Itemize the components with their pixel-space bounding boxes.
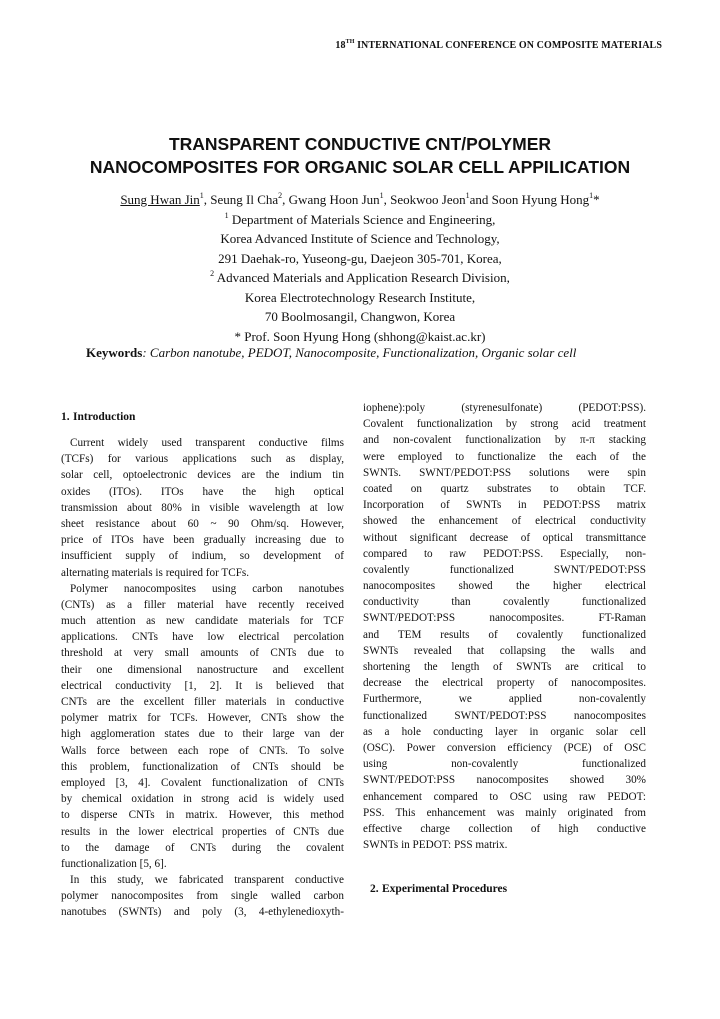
section-number: 2. xyxy=(370,883,379,896)
text-line: compared to raw PEDOT:PSS. Especially, non- xyxy=(363,547,646,560)
text-line: insufficient supply of indium, so development of xyxy=(61,550,344,563)
affiliation-sup: 2 xyxy=(210,269,215,278)
text-line: Furthermore, we applied non-covalently xyxy=(363,693,646,706)
text-line: Covalent functionalization by strong acid treatment xyxy=(363,418,646,431)
text-line: to the damage of CNTs during the covalent xyxy=(61,841,344,854)
header-ordinal: TH xyxy=(345,39,355,45)
text-line: employed [3, 4]. Covalent functionalization of CNTs xyxy=(61,776,344,789)
text-line: alternating materials is required for TCFs. xyxy=(61,566,250,579)
affiliation-text: Department of Materials Science and Engineering, xyxy=(228,211,496,227)
text-line: decrease the electrical property of nanocomposites. xyxy=(363,677,646,690)
text-line: as a hole conducting layer in organic solar cell xyxy=(363,725,646,738)
keywords-text: : Carbon nanotube, PEDOT, Nanocomposite, Functionalization, Organic solar cell xyxy=(142,345,577,360)
text-line: much attention as new candidate materials for TCF xyxy=(61,615,344,628)
text-line: high agglomeration states due to their large van der xyxy=(61,728,344,741)
text-line: price of ITOs have been gradually increasing due to xyxy=(61,534,344,547)
text-line: by chemical oxidation in strong acid is widely used xyxy=(61,793,344,806)
text-line: applications. CNTs have low electrical percolation xyxy=(61,631,344,644)
author-name: , Seokwoo Jeon xyxy=(383,192,466,207)
text-line: electrical conductivity [1, 2]. It is believed that xyxy=(61,679,344,692)
title-line-1: TRANSPARENT CONDUCTIVE CNT/POLYMER xyxy=(168,134,552,154)
affiliation-1-line-2: Korea Advanced Institute of Science and Technology, xyxy=(220,231,500,246)
affiliation-2-line-2: Korea Electrotechnology Research Institute, xyxy=(244,289,476,305)
text-line: and TEM results of covalently functionalized xyxy=(363,628,646,641)
text-line: SWNT/PEDOT:PSS nanocomposites. FT-Raman xyxy=(363,612,646,625)
left-column xyxy=(61,409,344,921)
text-line: their one dimensional nanostructure and excellent xyxy=(61,663,344,676)
section-title: Experimental Procedures xyxy=(382,883,508,896)
author-name: and Soon Hyung Hong xyxy=(469,192,590,207)
text-line: using non-covalently functionalized xyxy=(363,758,646,771)
text-line: functionalization [5, 6]. xyxy=(61,857,167,870)
affiliation-2-line-1 xyxy=(20,268,700,288)
author-line xyxy=(20,190,700,210)
text-line: sheet resistance about 60 ~ 90 Ohm/sq. However, xyxy=(61,517,344,530)
affiliation-1-line-1 xyxy=(20,210,700,230)
section-number: 1. xyxy=(61,411,70,423)
presenting-author: Sung Hwan Jin xyxy=(120,192,200,207)
text-line: polymer nanocomposites from single walled carbon xyxy=(61,890,344,903)
text-line: shortening the length of SWNTs are critical to xyxy=(363,661,646,673)
text-line: SWNTs. SWNT/PEDOT:PSS solutions were spin xyxy=(363,466,646,479)
author-affil-sup: 2 xyxy=(278,191,283,200)
text-line: this problem, functionalization of CNTs should be xyxy=(61,760,344,773)
right-column xyxy=(363,400,646,897)
keywords xyxy=(86,345,700,361)
text-line: (OSC). Power conversion efficiency (PCE) of OSC xyxy=(363,741,646,754)
running-header xyxy=(0,40,662,51)
text-line: were employed to functionalize the each of the xyxy=(363,450,646,463)
text-line: conductivity than covalently functionalized xyxy=(363,596,646,609)
author-affil-sup: 1 xyxy=(199,191,204,200)
text-line: to disperse CNTs in matrix. However, this method xyxy=(61,809,344,822)
author-block xyxy=(20,190,700,346)
author-name: , Gwang Hoon Jun xyxy=(282,192,380,207)
corresponding-mark: * xyxy=(593,192,600,207)
text-line: Walls force between each rope of CNTs. To solve xyxy=(61,744,344,757)
text-line: without significant decrease of optical transmittance xyxy=(363,531,646,544)
author-affil-sup: 1 xyxy=(589,191,594,200)
text-line: PSS. This enhancement was mainly originated from xyxy=(363,806,646,819)
text-line: CNTs are the excellent filler materials in conductive xyxy=(61,696,344,708)
text-line: In this study, we fabricated transparent conductive xyxy=(70,874,344,887)
text-line: SWNT/PEDOT:PSS nanocomposites showed 30% xyxy=(363,774,646,787)
text-line: enhancement compared to OSC using raw PEDOT: xyxy=(363,790,646,803)
text-line: Polymer nanocomposites using carbon nanotubes xyxy=(70,582,344,595)
text-line: transmission about 80% in visible wavelength at low xyxy=(61,501,344,514)
author-name: , Seung Il Cha xyxy=(203,192,279,207)
text-line: (CNTs) as a filler material have recently received xyxy=(61,598,344,611)
section-heading-experimental xyxy=(363,881,646,897)
text-line: and non-covalent functionalization by π-π stacking xyxy=(363,434,646,447)
right-column-text xyxy=(363,400,646,853)
section-heading-introduction xyxy=(61,409,344,425)
text-line: nanocomposites showed the higher electrical xyxy=(363,580,646,593)
header-number: 18 xyxy=(335,40,346,51)
title-line-2: NANOCOMPOSITES FOR ORGANIC SOLAR CELL APPILICATION xyxy=(89,157,631,177)
affiliation-2-line-3: 70 Boolmosangil, Changwon, Korea xyxy=(264,309,456,324)
keywords-label: Keywords xyxy=(86,345,143,360)
text-line: effective charge collection of high conductive xyxy=(363,822,646,835)
text-line: polymer matrix for TCFs. However, CNTs show the xyxy=(61,712,344,725)
text-line: solar cell, optoelectronic devices are the indium tin xyxy=(61,469,344,482)
affiliation-1-line-3: 291 Daehak-ro, Yuseong-gu, Daejeon 305-701, Korea, xyxy=(218,250,502,266)
text-line: oxides (ITOs). ITOs have the high optical xyxy=(61,485,344,498)
text-line: nanotubes (SWNTs) and poly (3, 4-ethylenedioxyth- xyxy=(61,906,344,919)
text-line: covalently functionalized SWNT/PEDOT:PSS xyxy=(363,563,646,576)
paper-title xyxy=(30,133,690,179)
text-line: iophene):poly (styrenesulfonate) (PEDOT:PSS). xyxy=(363,402,646,414)
text-line: threshold at very small amounts of CNTs due to xyxy=(61,647,344,660)
text-line: functionalized SWNT/PEDOT:PSS nanocomposites xyxy=(363,709,646,722)
text-line: (TCFs) for various applications such as display, xyxy=(61,453,344,466)
author-affil-sup: 1 xyxy=(465,191,470,200)
author-affil-sup: 1 xyxy=(379,191,384,200)
text-line: SWNTs revealed that collapsing the walls and xyxy=(363,644,646,657)
header-conference-name: INTERNATIONAL CONFERENCE ON COMPOSITE MATERIALS xyxy=(354,40,662,51)
text-line: results in the lower electrical properties of CNTs due xyxy=(61,825,344,838)
text-line: SWNTs in PEDOT: PSS matrix. xyxy=(363,839,508,852)
affiliation-sup: 1 xyxy=(224,210,229,220)
text-line: Current widely used transparent conductive films xyxy=(70,437,344,449)
affiliation-text: Advanced Materials and Application Research Division, xyxy=(214,270,510,285)
left-column-text xyxy=(61,435,344,921)
corresponding-author: * Prof. Soon Hyung Hong (shhong@kaist.ac.kr) xyxy=(234,328,486,344)
text-line: showed the enhancement of electrical conductivity xyxy=(363,515,646,528)
section-title: Introduction xyxy=(73,411,136,423)
text-line: Incorporation of SWNTs in PEDOT:PSS matrix xyxy=(363,499,646,512)
text-line: coated on quartz substrates to obtain TCF. xyxy=(363,482,646,495)
